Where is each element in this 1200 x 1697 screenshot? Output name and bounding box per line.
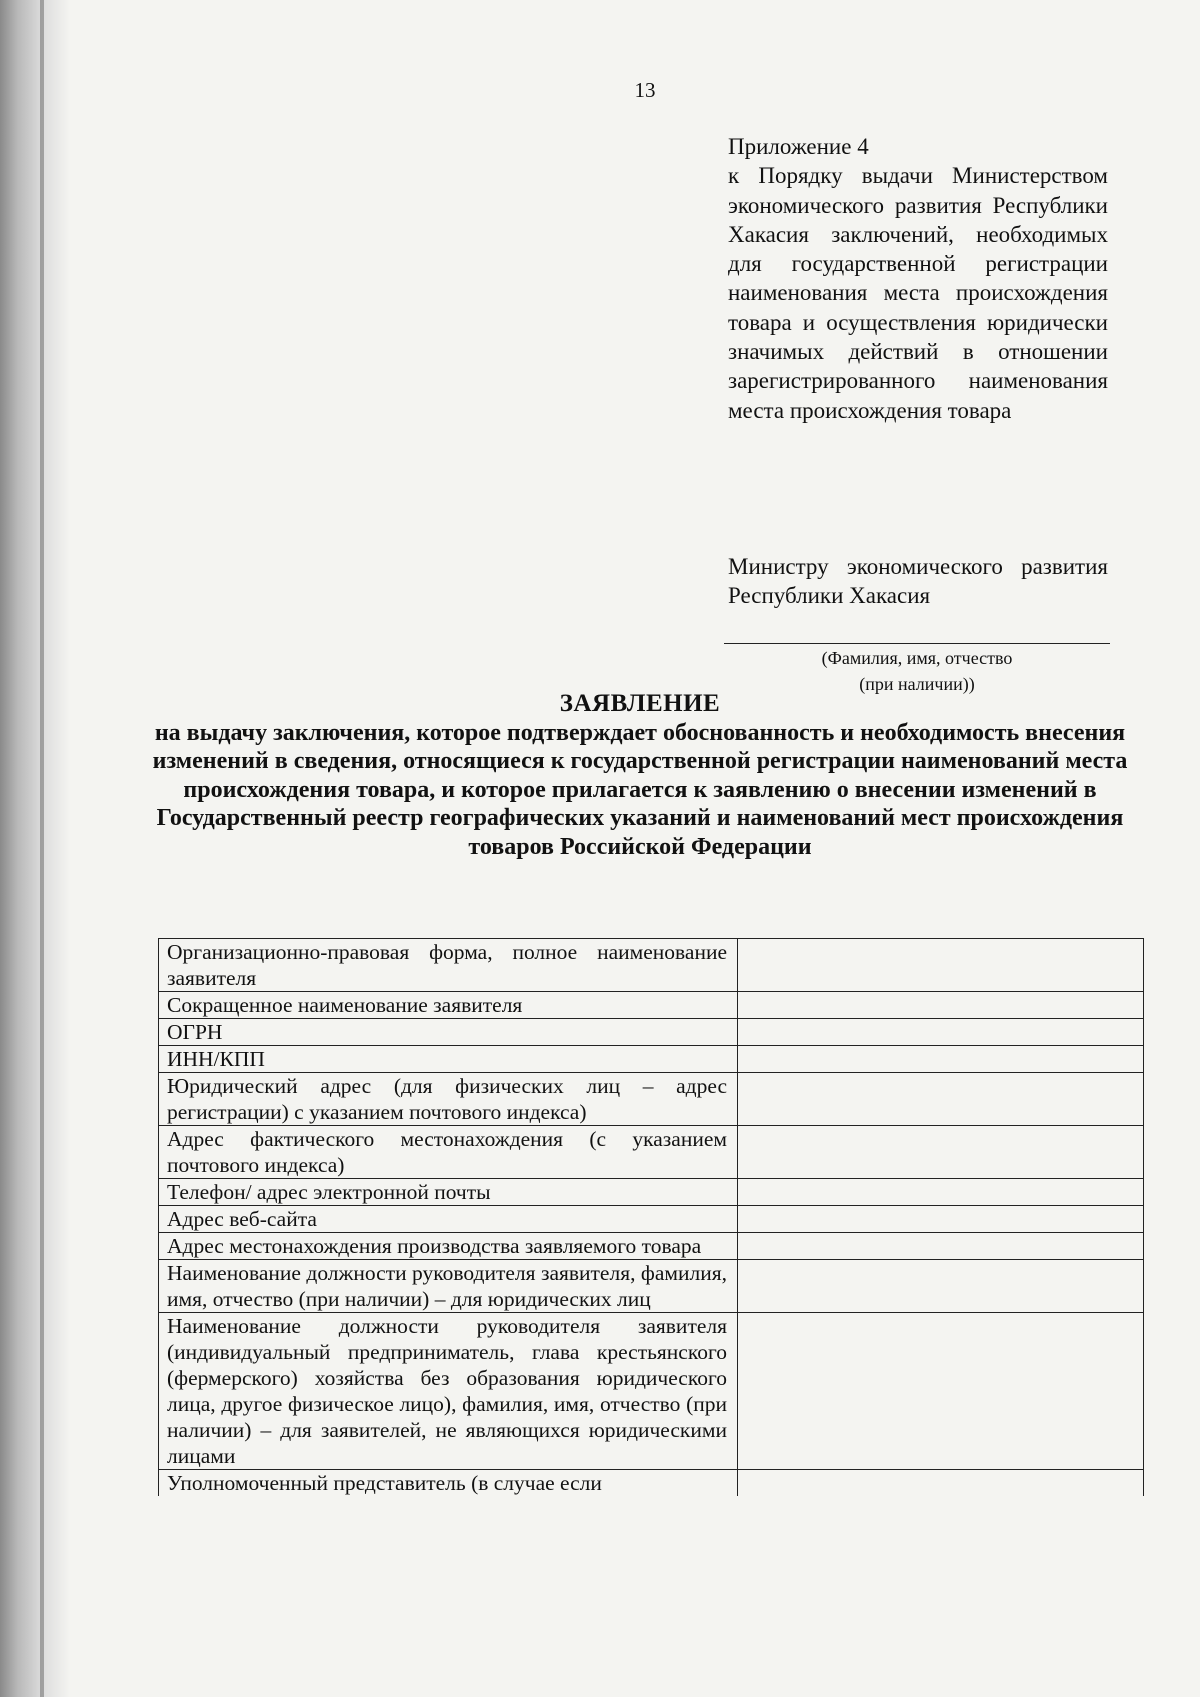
table-row bbox=[159, 1046, 1144, 1073]
annex-block bbox=[728, 132, 1108, 425]
table-row bbox=[159, 1206, 1144, 1233]
document-subtitle: на выдачу заключения, которое подтверждает обоснованность и необходимость внесения изменений в сведения, относящиеся к государственной регистрации наименований места происхождения товара, и которое прилагается к заявлению о внесении изменений в Государственный реестр географических указаний и наименований мест происхождения товаров Российской Федерации bbox=[152, 719, 1128, 860]
field-value-cell bbox=[738, 1126, 1144, 1179]
name-signature-line bbox=[724, 643, 1110, 644]
field-value-cell bbox=[738, 1470, 1144, 1497]
field-value-cell bbox=[738, 1313, 1144, 1470]
name-caption-line-1: (Фамилия, имя, отчество bbox=[821, 648, 1013, 668]
table-row bbox=[159, 1179, 1144, 1206]
table-row bbox=[159, 992, 1144, 1019]
field-value-cell bbox=[738, 1046, 1144, 1073]
field-value-cell bbox=[738, 1206, 1144, 1233]
field-label: Юридический адрес (для физических лиц – адрес регистрации) с указанием почтового индекса) bbox=[159, 1073, 738, 1126]
annex-text: к Порядку выдачи Министерством экономического развития Республики Хакасия заключений, необходимых для государственной регистрации наименования места происхождения товара и осуществления юридически значимых действий в отношении зарегистрированного наименования места происхождения товара bbox=[728, 163, 1108, 423]
table-row bbox=[159, 939, 1144, 992]
table-row bbox=[159, 1470, 1144, 1497]
field-label: Сокращенное наименование заявителя bbox=[159, 992, 738, 1019]
name-caption-line-2: (при наличии)) bbox=[859, 674, 975, 694]
document-title: ЗАЯВЛЕНИЕ bbox=[559, 690, 721, 717]
field-label: Адрес фактического местонахождения (с указанием почтового индекса) bbox=[159, 1126, 738, 1179]
field-value-cell bbox=[738, 1019, 1144, 1046]
field-label: Наименование должности руководителя заявителя, фамилия, имя, отчество (при наличии) – для юридических лиц bbox=[159, 1260, 738, 1313]
field-value-cell bbox=[738, 939, 1144, 992]
table-row bbox=[159, 1260, 1144, 1313]
field-value-cell bbox=[738, 1233, 1144, 1260]
field-value-cell bbox=[738, 1073, 1144, 1126]
table-row bbox=[159, 1313, 1144, 1470]
field-value-cell bbox=[738, 1260, 1144, 1313]
table-row bbox=[159, 1073, 1144, 1126]
field-label: ИНН/КПП bbox=[159, 1046, 738, 1073]
field-label: Наименование должности руководителя заявителя (индивидуальный предприниматель, глава крестьянского (фермерского) хозяйства без образования юридического лица, другое физическое лицо), фамилия, имя, отчество (при наличии) – для заявителей, не являющихся юридическими лицами bbox=[159, 1313, 738, 1470]
table-row bbox=[159, 1019, 1144, 1046]
field-label: Телефон/ адрес электронной почты bbox=[159, 1179, 738, 1206]
scan-binding-shadow bbox=[0, 0, 70, 1697]
table-row bbox=[159, 1233, 1144, 1260]
field-label: Организационно-правовая форма, полное наименование заявителя bbox=[159, 939, 738, 992]
table-row bbox=[159, 1126, 1144, 1179]
field-label: Адрес веб-сайта bbox=[159, 1206, 738, 1233]
field-value-cell bbox=[738, 1179, 1144, 1206]
field-label: ОГРН bbox=[159, 1019, 738, 1046]
document-heading bbox=[150, 690, 1130, 862]
field-label: Адрес местонахождения производства заявляемого товара bbox=[159, 1233, 738, 1260]
page-number: 13 bbox=[634, 78, 656, 102]
field-label: Уполномоченный представитель (в случае если bbox=[159, 1470, 738, 1497]
field-value-cell bbox=[738, 992, 1144, 1019]
addressee-text: Министру экономического развития Республики Хакасия bbox=[728, 554, 1108, 609]
application-form-table bbox=[158, 938, 1144, 1496]
annex-title: Приложение 4 bbox=[728, 134, 869, 159]
